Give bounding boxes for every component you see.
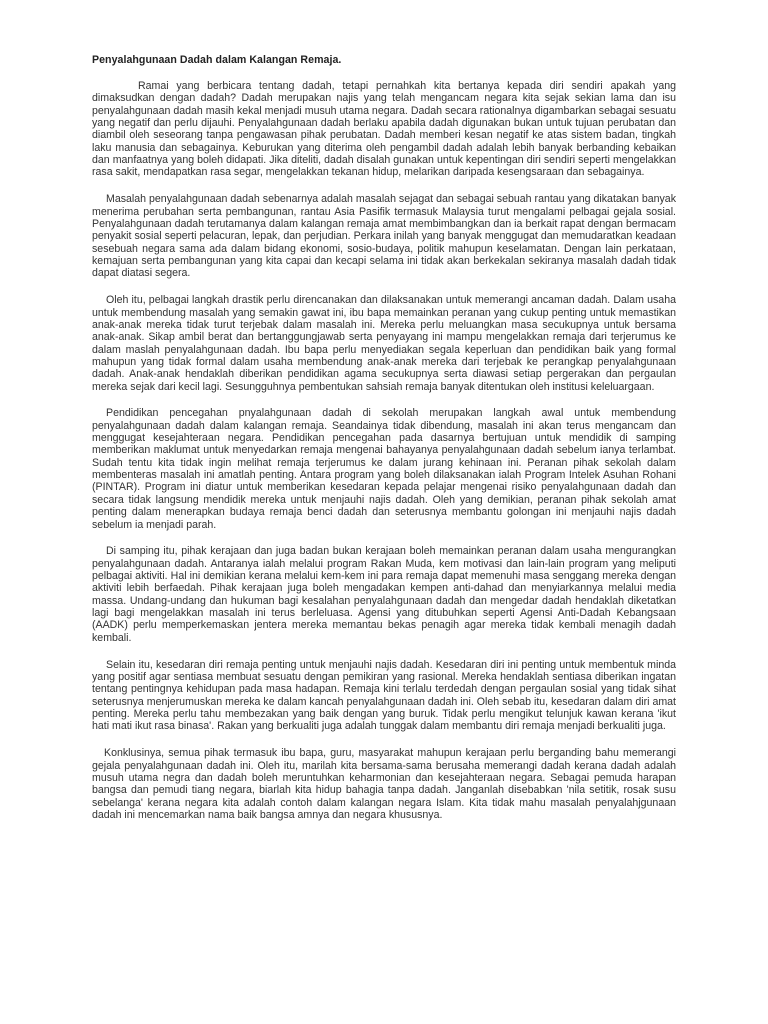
paragraph-school-role: Pendidikan pencegahan pnyalahgunaan dadah di sekolah merupakan langkah awal untuk membendung penyalahgunaan dadah dalam kalangan remaja. Seandainya tidak dibendung, masalah ini akan terus mengancam dan menggugat kesejahteraan negara. Pendidikan pencegahan pada dasarnya bertujuan untuk mendidik di samping memberikan maklumat untuk menyedarkan remaja mengenai bahayanya penyalahgunaan dadah sebelum ianya terlambat. Sudah tentu kita tidak ingin melihat remaja terjerumus ke dalam jurang kehinaan ini. Peranan pihak sekolah dalam membenteras masalah ini amatlah penting. Antara program yang boleh dilaksanakan ialah Program Intelek Asuhan Rohani (PINTAR). Program ini diatur untuk memberikan kesedaran kepada pelajar mengenai risiko penyalahgunaan dadah dan secara tidak langsung mendidik mereka untuk menjauhi najis dadah. Oleh yang demikian, peranan pihak sekolah amat penting dalam menerapkan budaya remaja benci dadah dan seterusnya membantu golongan ini menjauhi najis dadah sebelum ia menjadi parah. bbox=[92, 407, 676, 531]
paragraph-government-role: Di samping itu, pihak kerajaan dan juga badan bukan kerajaan boleh memainkan peranan dalam usaha mengurangkan penyalahgunaan dadah. Antaranya ialah melalui program Rakan Muda, kem motivasi dan lain-lain program yang meliputi pelbagai aktiviti. Hal ini demikian kerana melalui kem-kem ini para remaja dapat memenuhi masa senggang mereka dengan aktiviti lebih berfaedah. Pihak kerajaan juga boleh mengadakan kempen anti-dahad dan menyiarkannya melalui media massa. Undang-undang dan hukuman bagi kesalahan penyalahgunaan dadah dan mengedar dadah hendaklah diketatkan lagi bagi mengelakkan masalah ini terus berleluasa. Agensi yang ditubuhkan seperti Agensi Anti-Dadah Kebangsaan (AADK) perlu memperkemaskan jentera mereka memantau bekas penagih agar mereka tidak kembali menagih dadah kembali. bbox=[92, 545, 676, 644]
paragraph-introduction: Ramai yang berbicara tentang dadah, tetapi pernahkah kita bertanya kepada diri sendiri apakah yang dimaksudkan dengan dadah? Dadah merupakan najis yang telah mengancam negara kita sejak sekian lama dan isu penyalahgunaan dadah masih kekal menjadi musuh utama negara. Dadah secara rationalnya digambarkan sebagai sesuatu yang negatif dan perlu dijauhi. Penyalahgunaan dadah berlaku apabila dadah digunakan bukan untuk tujuan perubatan dan diambil oleh seseorang tanpa pengawasan pihak perubatan. Dadah memberi kesan negatif ke atas sistem badan, tingkah laku manusia dan sebagainya. Keburukan yang diterima oleh pengambil dadah adalah lebih banyak berbanding kebaikan dan manfaatnya yang boleh didapati. Jika diteliti, dadah disalah gunakan untuk kepentingan diri sendiri seperti mengelakkan rasa sakit, mendapatkan rasa segar, mengelakkan tekanan hidup, melarikan daripada kesengsaraan dan sebagainya. bbox=[92, 80, 676, 179]
paragraph-global-problem: Masalah penyalahgunaan dadah sebenarnya adalah masalah sejagat dan sebagai sebuah rantau yang dikatakan banyak menerima perubahan serta pembangunan, rantau Asia Pasifik termasuk Malaysia turut mengalami pelbagai gejala sosial. Penyalahgunaan dadah terutamanya dalam kalangan remaja amat membimbangkan dan ia berkait rapat dengan bermacam penyakit sosial seperti pelacuran, lepak, dan perjudian. Perkara inilah yang banyak menggugat dan memudaratkan keadaan sesebuah negara sama ada dalam bidang ekonomi, sosio-budaya, politik mahupun keselamatan. Dengan lain perkataan, kemajuan serta pembangunan yang kita capai dan kecapi selama ini tidak akan berkekalan sekiranya masalah dadah tidak dapat diatasi segera. bbox=[92, 193, 676, 280]
paragraph-conclusion: Konklusinya, semua pihak termasuk ibu bapa, guru, masyarakat mahupun kerajaan perlu berganding bahu memerangi gejala penyalahgunaan dadah ini. Oleh itu, marilah kita bersama-sama berusaha memerangi dadah kerana dadah adalah musuh utama negra dan dadah boleh meruntuhkan keharmonian dan kesejahteraan negara. Sebagai pemuda harapan bangsa dan pemudi tiang negara, biarlah kita hidup bahagia tanpa dadah. Janganlah disebabkan 'nila setitik, rosak susu sebelanga' kerana negara kita adalah contoh dalam kalangan negara Islam. Kita tidak mahu masalah penyalahjgunaan dadah ini mencemarkan nama baik bangsa amnya dan negara khususnya. bbox=[92, 747, 676, 821]
paragraph-self-awareness: Selain itu, kesedaran diri remaja penting untuk menjauhi najis dadah. Kesedaran diri ini penting untuk membentuk minda yang positif agar sentiasa membuat sesuatu dengan pemikiran yang rasional. Mereka hendaklah sentiasa diberikan ingatan tentang pentingnya kehidupan pada masa hadapan. Remaja kini terlalu terdedah dengan pergaulan sosial yang tidak sihat seterusnya menjerumuskan mereka ke dalam kancah penyalahgunaan dadah ini. Oleh sebab itu, kesedaran dalam diri amat penting. Mereka perlu tahu membezakan yang baik dengan yang buruk. Tidak perlu mengikut telunjuk kawan kerana 'ikut hati mati ikut rasa binasa'. Rakan yang berkualiti juga adalah tunggak dalam membantu diri remaja menjadi berkualiti juga. bbox=[92, 658, 676, 733]
paragraph-parents-role: Oleh itu, pelbagai langkah drastik perlu direncanakan dan dilaksanakan untuk memerangi ancaman dadah. Dalam usaha untuk membendung masalah yang semakin gawat ini, ibu bapa memainkan peranan yang cukup penting untuk memastikan anak-anak mereka tidak turut terjebak dalam masalah ini. Mereka perlu meluangkan masa secukupnya untuk bersama anak-anak. Sikap ambil berat dan bertanggungjawab serta penyayang ini mampu mengelakkan remaja dari terjerumus ke dalam maslah penyalahgunaan dadah. Ibu bapa perlu menyediakan segala keperluan dan pendidikan baik yang formal mahupun yang tidak formal dalam usaha membendung anak-anak mereka dari terjebak ke perangkap penyalahgunaan dadah. Anak-anak hendaklah diberikan pendidikan agama secukupnya serta diawasi setiap pergerakan dan pergaulan mereka sejak dari kecil lagi. Sesungguhnya pembentukan sahsiah remaja banyak ditentukan oleh institusi keleluargaan. bbox=[92, 294, 676, 393]
document-title: Penyalahgunaan Dadah dalam Kalangan Remaja. bbox=[92, 54, 342, 66]
